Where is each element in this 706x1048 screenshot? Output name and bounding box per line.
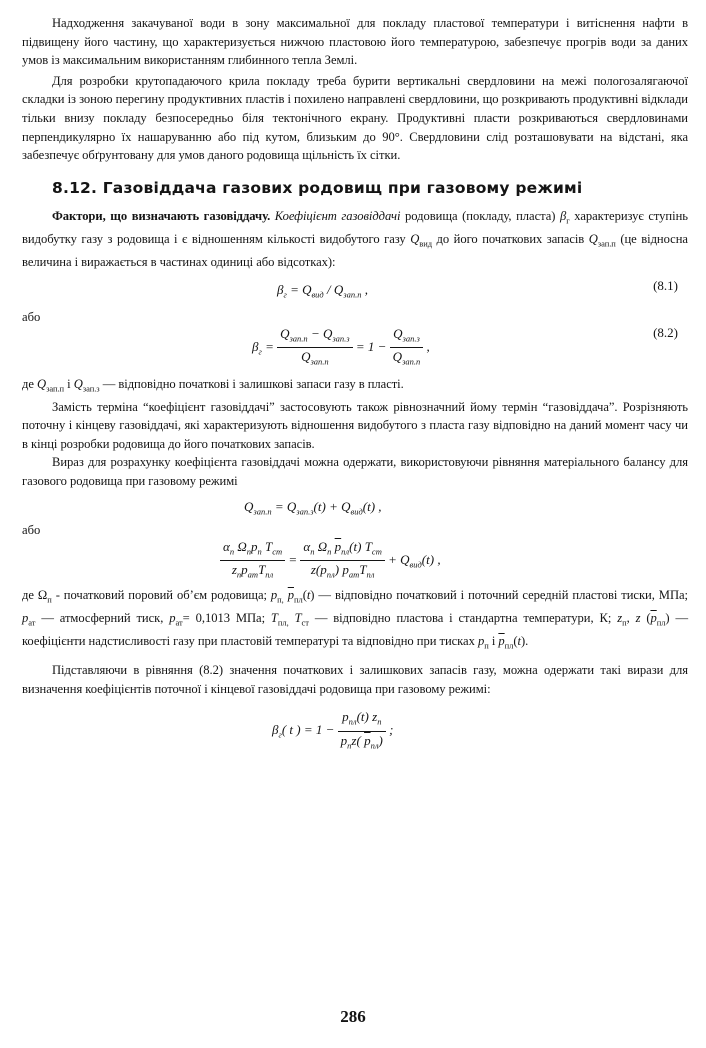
paragraph-6: Вираз для розрахунку коефіцієнта газовіддачі можна одержати, використовуючи рівняння матеріального балансу для газового родовища при газовому режимі bbox=[22, 455, 688, 489]
paragraph-7: де $\Omega_п$ - початковий поровий об’єм родовища; $p_{п,}$ $\overline{p}_{пл}(t)$ — відповідно початковий і поточний середній пластові тиски, МПа; $p_{ат}$ — атмосферний тиск, $p_{ат}= 0,1013$ МПа; $T_{пл,}$ $T_{ст}$ — відповідно пластова і стандартна температури, К; $z_п$, z $(\overline{p}_{пл})$ — коефіцієнти надстисливості газу при пластовій температурі та відповідно при тисках $p_п$ і $\overline{p}_{пл}(t)$. bbox=[22, 587, 689, 651]
equation-number: (8.2) bbox=[653, 324, 678, 340]
paragraph-2: Для розробки крутопадаючого крила покладу треба бурити вертикальні свердловини на межі пологозалягаючої складки із зоною перегину продуктивних пластів і похилено направлені свердловини, що розкривають продуктивні відклади тільки внизу покладу безпосередньо біля тектонічного екрану. Продуктивні пласти розкриваються свердловинами перпендикулярно їх нашаруванню або під кутом, близьким до 90°. Свердловини слід розташовувати на відстані, яка забезпечує обґрунтовану для умов даного родовища щільність їх сітки. bbox=[22, 73, 688, 163]
paragraph-4: де $Q_{зап.п}$ і $Q_{зап.з}$ — відповідно початкові і залишкові запаси газу в пласті. bbox=[22, 376, 404, 394]
paragraph-3: Фактори, що визначають газовіддачу. Коефіцієнт газовіддачі родовища (покладу, пласта) $\beta_г$ характеризує ступінь видобутку газу з родовища і є відношенням кількості видобутого газу $Q_{вид}$ до його початкових запасів $Q_{зап.п}$ (це відносна величина і виражається в частинах одиниці або відсотках): bbox=[22, 208, 688, 269]
equation-balance-expanded: $\frac{\alpha_п \Omega_пp_п T_{ст}}{z_пp_{ат}T_{пл}}$ = $\frac{\alpha_п \Omega_п \overline{p}_{пл}(t) T_{ст}}{z(p_{пл}) p_{ат}T_{пл}}$ + $Q_{вид}(t)$ , bbox=[22, 538, 688, 586]
paragraph-8: Підставляючи в рівняння (8.2) значення початкових і залишкових запасів газу, можна одержати такі вирази для визначення коефіцієнтів поточної і кінцевої газовіддачі родовища при газовому режимі: bbox=[22, 662, 688, 696]
term-gas-recovery-factor: Коефіцієнт газовіддачі bbox=[274, 208, 401, 223]
word-abo-2: або bbox=[22, 522, 41, 537]
section-heading: 8.12. Газовіддача газових родовищ при газовому режимі bbox=[52, 178, 583, 197]
equation-8-1: $\beta_г = Q_{вид} / Q_{зап.п}$ , (8.1) bbox=[277, 277, 678, 300]
paragraph-1: Надходження закачуваної води в зону максимальної для покладу пластової температури і витіснення нафти в підвищену його частину, що характеризується нижчою пластовою його температурою, забезпечує прогрів води за даних умов із максимальним використанням глибинного тепла Землі. bbox=[22, 16, 688, 68]
factors-lead: Фактори, що визначають газовіддачу. bbox=[52, 208, 271, 223]
equation-8-2: $\beta_г$ = $\frac{Q_{зап.п} - Q_{зап.з}}{Q_{зап.п}}$ = 1 − $\frac{Q_{зап.з}}{Q_{зап.п}}$ , (8.2) bbox=[252, 324, 678, 367]
word-abo: або bbox=[22, 309, 41, 324]
equation-balance: $Q_{зап.п} = Q_{зап.з}(t) + Q_{вид}(t)$ , bbox=[244, 498, 382, 517]
equation-number: (8.1) bbox=[653, 277, 678, 293]
page-content bbox=[22, 14, 688, 758]
page-number: 286 bbox=[340, 1007, 366, 1026]
paragraph-5: Замість терміна “коефіцієнт газовіддачі” застосовують також рівнозначний йому термін “газовіддача”. Розрізняють поточну і кінцеву газовіддачі, які характеризують відношення видобутого з пласта газу відповідно на даний момент часу чи в кінці розробки родовища до його початкових запасів. bbox=[22, 399, 688, 451]
equation-current-recovery: $\beta_г$( t ) = 1 − $\frac{p_{пл}(t) z_п}{p_пz( \overline{p}_{пл})}$ ; bbox=[272, 709, 394, 751]
